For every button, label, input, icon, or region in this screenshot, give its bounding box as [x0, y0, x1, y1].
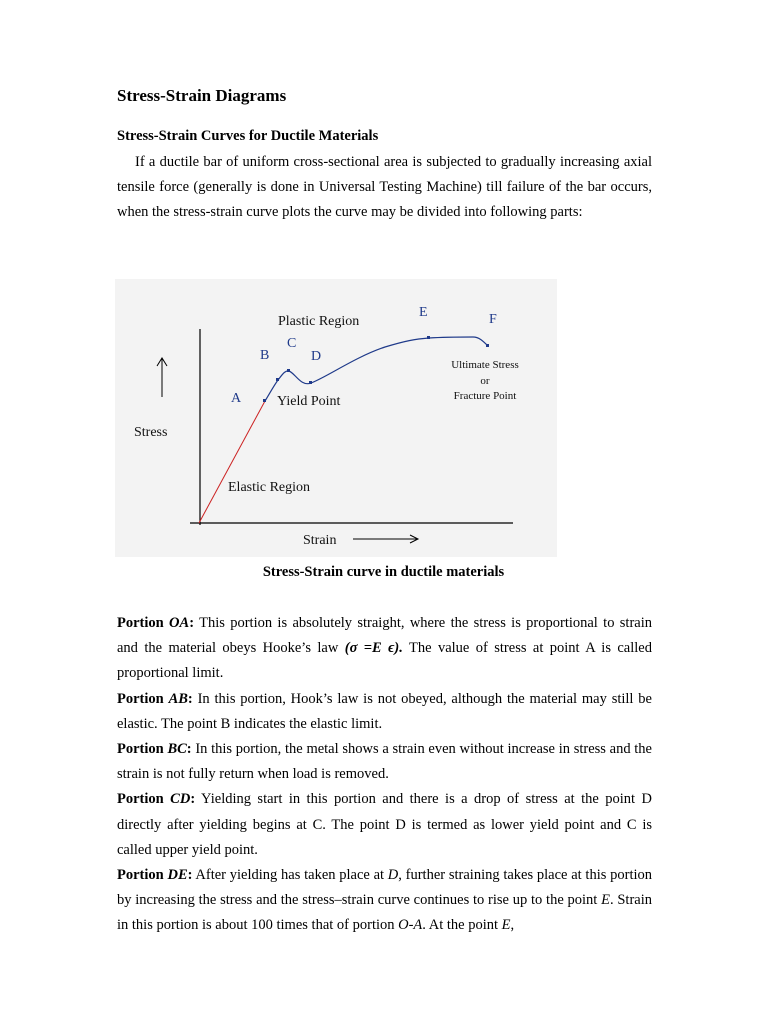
ultimate-or-label: or — [480, 375, 490, 387]
page-title: Stress-Strain Diagrams — [117, 86, 287, 105]
stress-axis-label: Stress — [134, 425, 168, 440]
yield-point-label: Yield Point — [277, 394, 341, 409]
portion-de-label: Portion DE: — [117, 867, 193, 884]
point-c-marker — [287, 369, 290, 372]
point-c-label: C — [287, 336, 297, 351]
point-f-label: F — [489, 312, 497, 327]
section-subtitle: Stress-Strain Curves for Ductile Materials — [117, 128, 379, 144]
portion-bc: Portion BC: In this portion, the metal shows a strain even without increase in stress and the strain is not fully return when load is removed. — [117, 741, 652, 783]
portions-list — [117, 611, 652, 939]
elastic-region-label: Elastic Region — [228, 480, 311, 495]
plastic-region-label: Plastic Region — [278, 314, 360, 329]
strain-axis-label: Strain — [303, 533, 337, 548]
point-d-label: D — [311, 349, 322, 364]
portion-oa-label: Portion OA: — [117, 615, 195, 631]
point-e-marker — [427, 336, 430, 339]
point-a-marker — [263, 399, 266, 402]
portion-bc-label: Portion BC: — [117, 741, 192, 758]
point-a-label: A — [231, 391, 242, 406]
point-b-marker — [276, 378, 279, 381]
portion-oa: Portion OA: This portion is absolutely straight, where the stress is proportional to strain and the material obeys Hooke’s law (σ =E ϵ). The value of stress at point A is called proportional limit. — [117, 615, 652, 682]
fracture-point-label: Fracture Point — [453, 390, 517, 402]
portion-de: Portion DE: After yielding has taken place at D, further straining takes place at this portion by increasing the stress and the stress–strain curve continues to rise up to the point E. Strain in this portion is about 100 times that of portion O-A. At the point E, — [117, 867, 653, 934]
portion-cd-label: Portion CD: — [117, 791, 196, 808]
hookes-law-formula: (σ =E ϵ). — [344, 640, 403, 657]
figure-caption: Stress-Strain curve in ductile materials — [262, 564, 505, 580]
elastic-line — [199, 401, 265, 523]
ultimate-stress-label: Ultimate Stress — [451, 359, 519, 371]
portion-ab: Portion AB: In this portion, Hook’s law is not obeyed, although the material may still be elastic. The point B indicates the elastic limit. — [117, 690, 652, 732]
portion-ab-label: Portion AB: — [117, 690, 193, 707]
intro-paragraph: If a ductile bar of uniform cross-sectional area is subjected to gradually increasing axial tensile force (generally is done in Universal Testing Machine) till failure of the bar occurs, when the stress-strain curve plots the curve may be divided into following parts: — [117, 154, 652, 220]
point-e-label: E — [419, 305, 428, 320]
stress-strain-diagram — [115, 279, 557, 557]
point-f-marker — [486, 344, 489, 347]
portion-cd: Portion CD: Yielding start in this portion and there is a drop of stress at the point D directly after yielding begins at C. The point D is termed as lower yield point and C is called upper yield point. — [117, 791, 652, 858]
stress-strain-figure — [115, 279, 557, 557]
point-b-label: B — [260, 348, 270, 363]
point-d-marker — [309, 381, 312, 384]
